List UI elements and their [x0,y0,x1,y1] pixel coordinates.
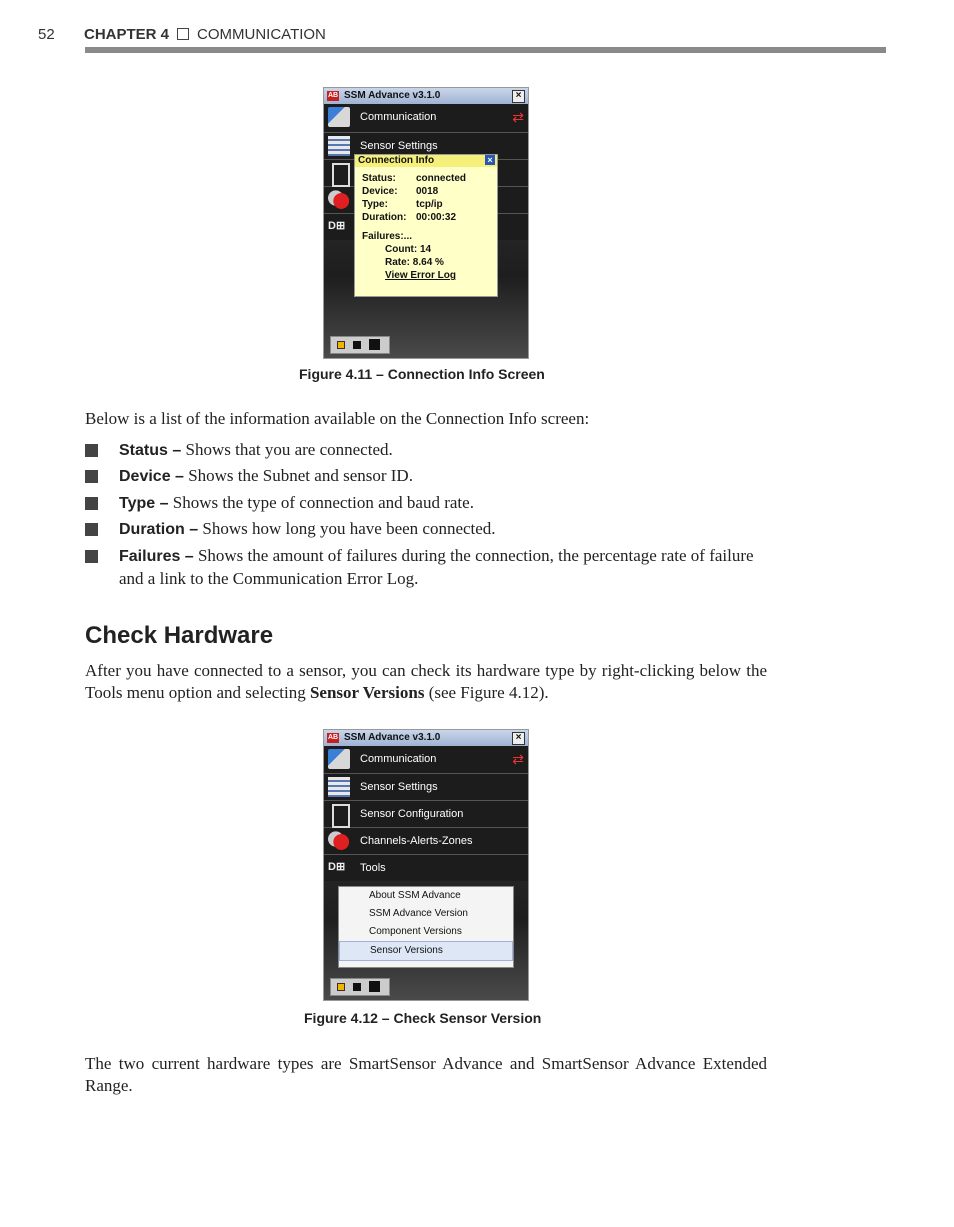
duration-label: Duration: [362,212,407,223]
count-label: Count: [385,244,418,255]
check-hardware-paragraph [85,660,767,704]
bullet-icon [85,444,98,457]
status-label: Status: [362,173,396,184]
device-row [362,186,438,197]
list-term: Failures – [119,548,194,565]
context-item-about[interactable]: About SSM Advance [369,890,461,901]
rate-row [385,257,444,268]
popup-close-icon[interactable]: × [485,155,495,165]
status-light-icon[interactable] [337,341,345,349]
close-icon[interactable]: × [512,732,525,745]
list-term: Status – [119,442,182,459]
window-title: SSM Advance v3.1.0 [344,732,441,743]
device-value: 0018 [416,186,439,197]
bottom-toolbar [330,336,390,354]
list-text: Shows the type of connection and baud rate. [168,493,474,512]
bullet-icon [85,497,98,510]
configuration-icon [332,163,350,187]
type-row [362,199,443,210]
menu-communication[interactable] [324,746,528,774]
menu-label: Sensor Settings [360,781,438,793]
menu-label: Sensor Settings [360,140,438,152]
device-label: Device: [362,186,398,197]
view-error-log-link[interactable]: View Error Log [385,270,456,281]
bullet-icon [85,550,98,563]
type-label: Type: [362,199,388,210]
menu-label: Tools [360,862,386,874]
popup-titlebar [355,155,497,167]
duration-value: 00:00:32 [416,212,457,223]
sensor-version-screenshot [323,729,529,1001]
list-item [85,439,775,462]
exchange-arrows-icon: ⇄ [512,109,524,125]
channels-icon [328,831,350,851]
list-text: Shows that you are connected. [181,440,393,459]
tools-context-menu [338,886,514,968]
context-item-component-versions[interactable]: Component Versions [369,926,462,937]
bottom-toolbar [330,978,390,996]
square-icon[interactable] [353,983,361,991]
para-text: After you have connected to a sensor, you can check its hardware type by right-clicking below the Tools menu option and selecting [85,661,767,702]
list-text: Shows the amount of failures during the connection, the percentage rate of failure and a link to the Communication Error Log. [119,546,754,588]
connection-info-screenshot [323,87,529,359]
duration-row [362,212,456,223]
para-text: (see Figure 4.12). [424,683,549,702]
list-text: Shows how long you have been connected. [198,519,496,538]
figure-caption: Figure 4.12 – Check Sensor Version [304,1010,542,1026]
count-row [385,244,431,255]
communication-icon [328,749,350,769]
tools-icon: D⊞ [328,220,346,232]
settings-icon [328,136,350,156]
list-item [85,465,775,488]
square-large-icon[interactable] [369,981,380,992]
section-heading: Check Hardware [85,622,274,649]
failures-label: Failures:... [362,231,413,242]
menu-channels-alerts-zones[interactable] [324,828,528,855]
menu-label: Communication [360,753,437,765]
window-titlebar [324,88,528,104]
page-number: 52 [38,26,55,43]
tools-icon: D⊞ [328,861,346,873]
rate-label: Rate: [385,257,411,268]
list-item [85,518,775,541]
figure-caption: Figure 4.11 – Connection Info Screen [299,366,545,382]
settings-icon [328,777,350,797]
type-value: tcp/ip [416,199,443,210]
menu-sensor-settings[interactable] [324,774,528,801]
menu-label: Sensor Configuration [360,808,464,820]
bullet-icon [85,523,98,536]
intro-paragraph: Below is a list of the information available on the Connection Info screen: [85,409,590,428]
list-term: Type – [119,495,169,512]
list-item [85,545,775,590]
list-term: Device – [119,468,184,485]
context-item-sensor-versions[interactable]: Sensor Versions [339,941,513,961]
communication-icon [328,107,350,127]
app-icon: AB [327,92,339,99]
closing-paragraph: The two current hardware types are SmartSensor Advance and SmartSensor Advance Extended Range. [85,1054,767,1095]
menu-label: Communication [360,111,437,123]
separator-box [177,28,189,40]
running-header [38,26,326,43]
menu-sensor-configuration[interactable] [324,801,528,828]
context-item-ssm-version[interactable]: SSM Advance Version [369,908,468,919]
connection-info-popup [354,154,498,297]
window-title: SSM Advance v3.1.0 [344,90,441,101]
list-text: Shows the Subnet and sensor ID. [183,466,413,485]
bullet-icon [85,470,98,483]
header-rule [85,47,886,53]
chapter-label: CHAPTER 4 [84,26,170,43]
status-row [362,173,466,184]
menu-label: Channels-Alerts-Zones [360,835,473,847]
app-icon: AB [327,734,339,741]
menu-tools[interactable] [324,855,528,881]
configuration-icon [332,804,350,828]
list-term: Duration – [119,521,199,538]
menu-communication[interactable] [324,104,528,133]
status-value: connected [416,173,467,184]
channels-icon [328,190,350,210]
window-titlebar [324,730,528,746]
square-icon[interactable] [353,341,361,349]
rate-value: 8.64 % [412,257,444,268]
list-item [85,492,775,515]
para-bold-term: Sensor Versions [309,683,425,702]
square-large-icon[interactable] [369,339,380,350]
popup-title: Connection Info [358,155,435,166]
count-value: 14 [420,244,432,255]
status-light-icon[interactable] [337,983,345,991]
exchange-arrows-icon: ⇄ [512,751,524,767]
section-label: COMMUNICATION [197,26,326,43]
close-icon[interactable]: × [512,90,525,103]
